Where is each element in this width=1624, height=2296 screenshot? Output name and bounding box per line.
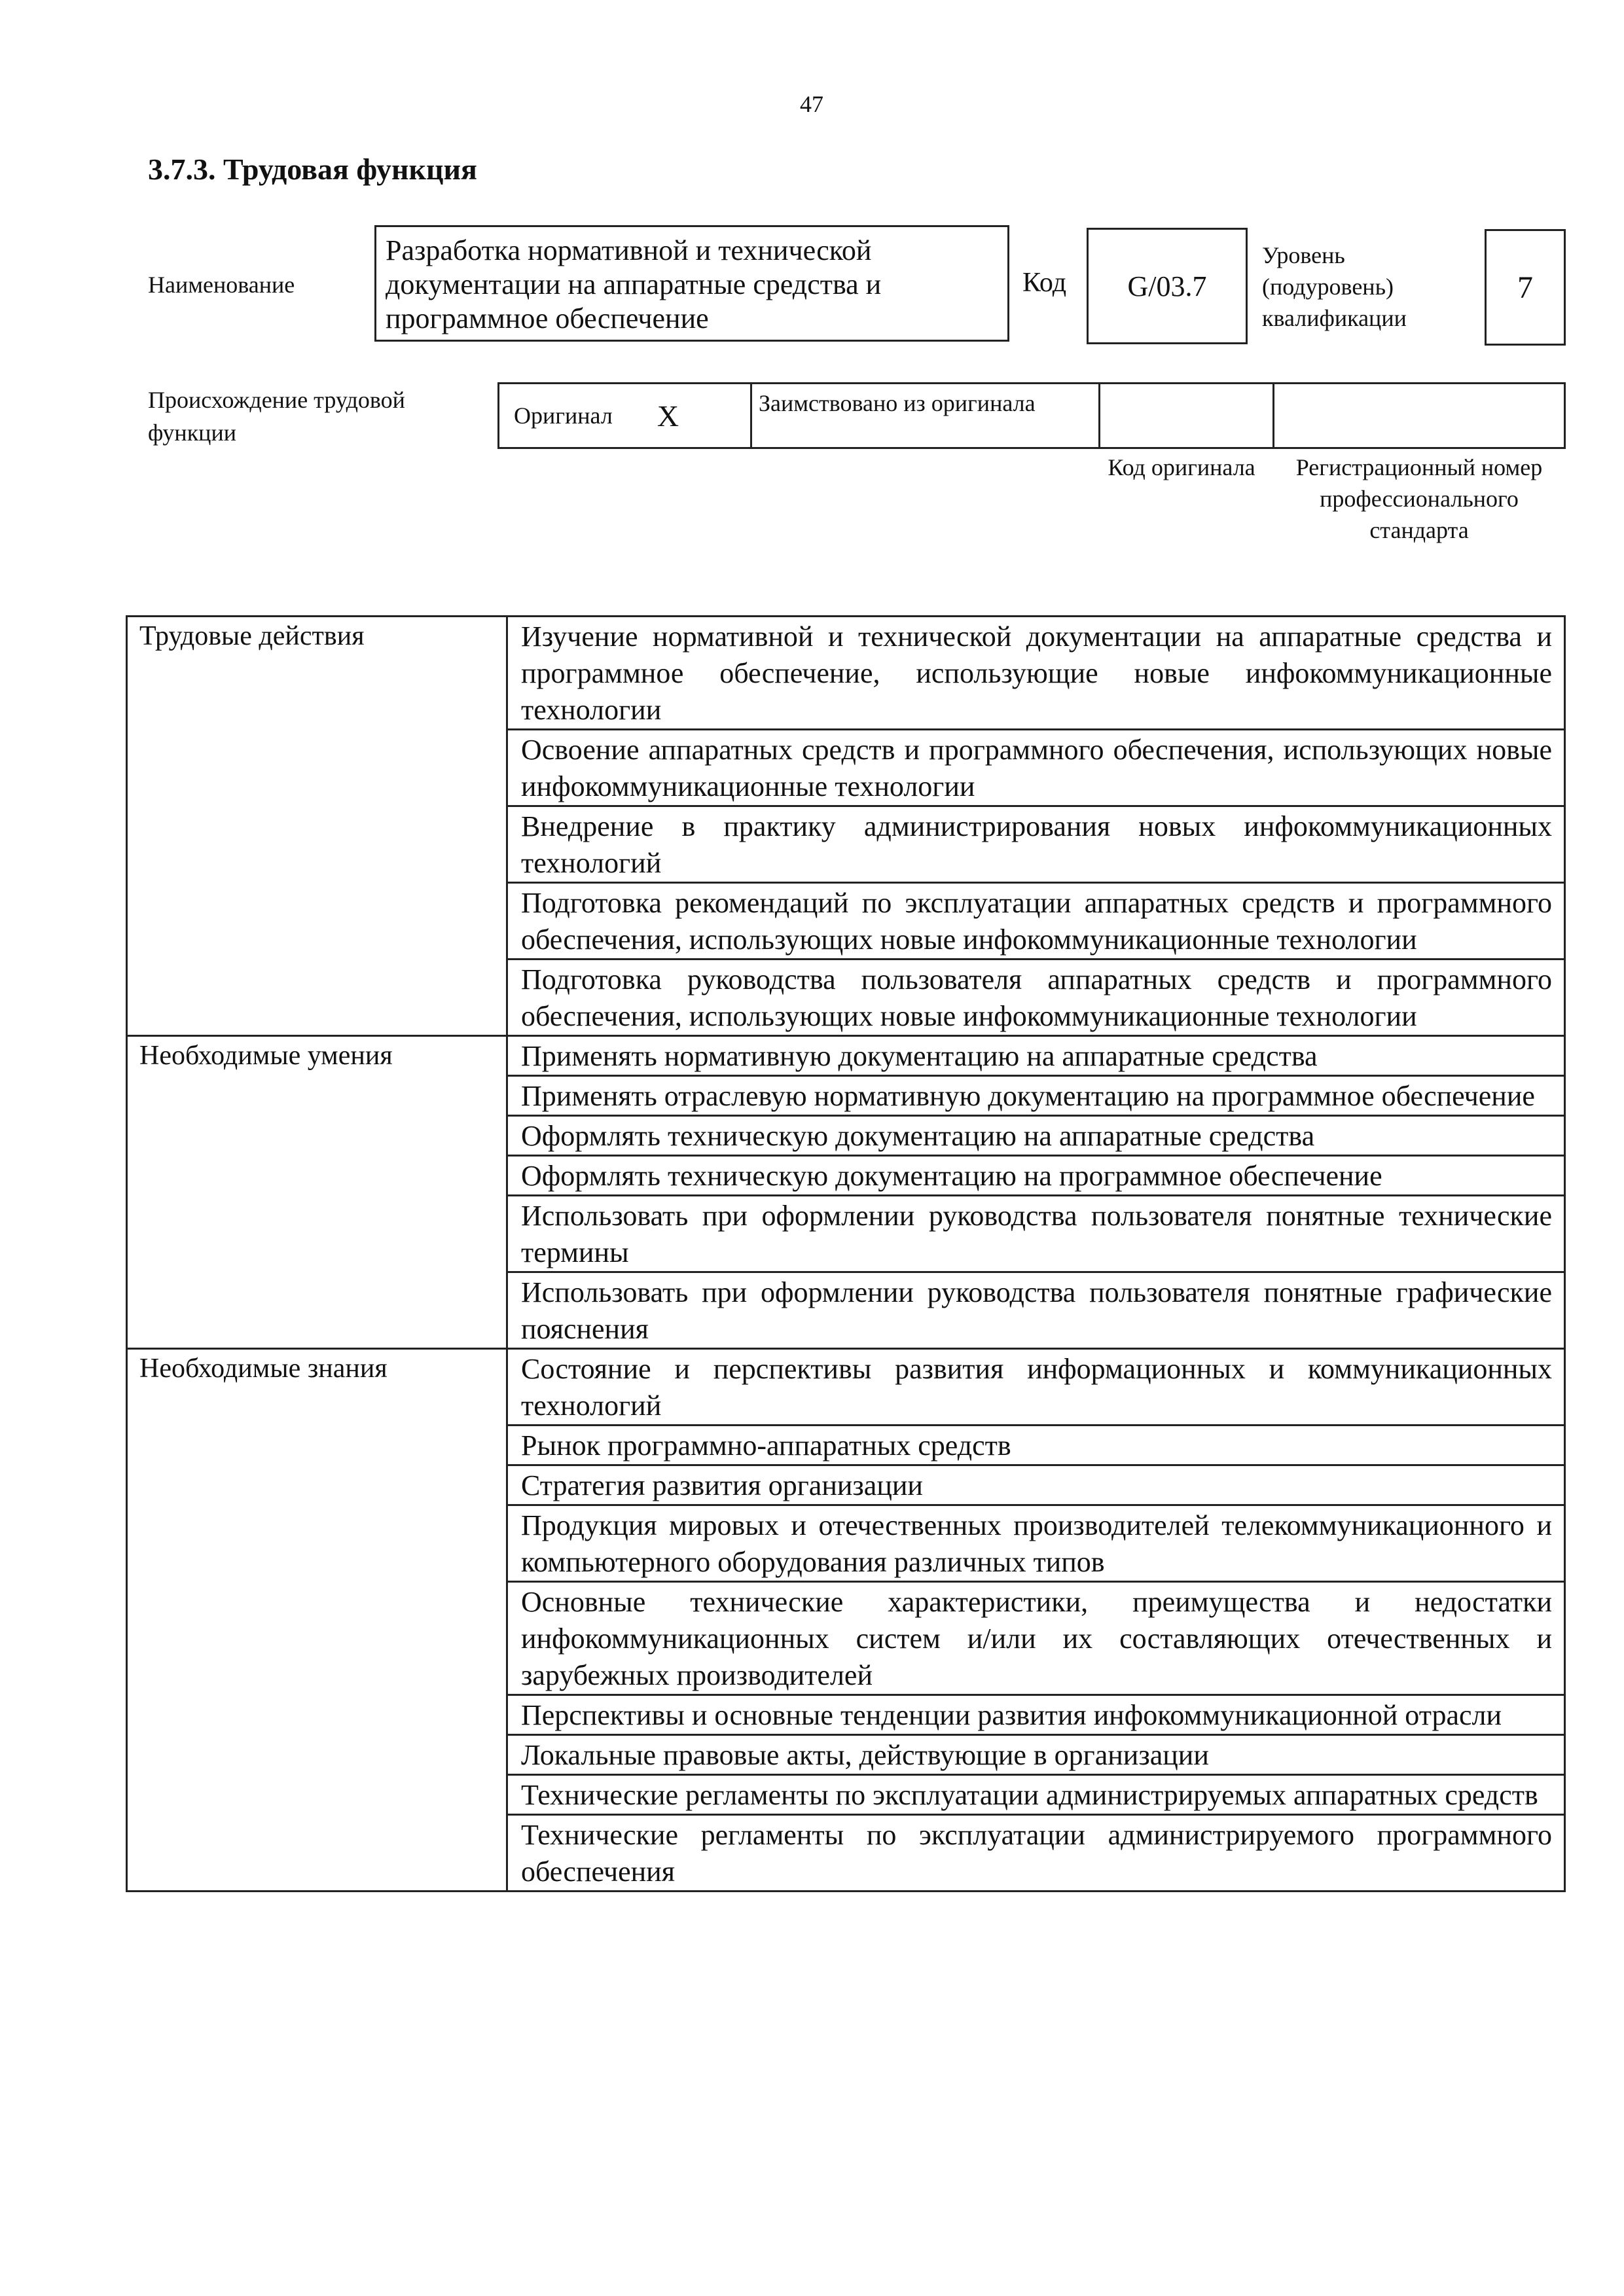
function-table [126,615,1566,1892]
section-item-cell: Локальные правовые акты, действующие в организации [507,1735,1565,1775]
section-item-cell: Продукция мировых и отечественных производителей телекоммуникационного и компьютерного оборудования различных типов [507,1505,1565,1582]
section-item-cell: Внедрение в практику администрирования новых инфокоммуникационных технологий [507,806,1565,883]
section-item-cell: Технические регламенты по эксплуатации администрируемых аппаратных средств [507,1775,1565,1815]
origin-table [497,382,1566,449]
origin-original-cell [499,384,752,447]
section-item-cell: Технические регламенты по эксплуатации администрируемого программного обеспечения [507,1815,1565,1892]
section-item-cell: Применять нормативную документацию на аппаратные средства [507,1036,1565,1076]
section-category-cell: Необходимые умения [127,1036,507,1349]
section-item-cell: Подготовка руководства пользователя аппаратных средств и программного обеспечения, использующих новые инфокоммуникационные технологии [507,960,1565,1036]
code-label: Код [1022,268,1067,298]
section-item-cell: Состояние и перспективы развития информационных и коммуникационных технологий [507,1349,1565,1426]
origin-original-label: Оригинал [514,403,613,429]
origin-label: Происхождение трудовой функции [148,387,405,446]
table-row [127,617,1565,730]
section-item-cell: Применять отраслевую нормативную документацию на программное обеспечение [507,1076,1565,1116]
level-value-box: 7 [1485,229,1566,346]
section-item-cell: Освоение аппаратных средств и программного обеспечения, использующих новые инфокоммуникационные технологии [507,730,1565,806]
section-item-cell: Перспективы и основные тенденции развития инфокоммуникационной отрасли [507,1695,1565,1735]
table-row [127,1036,1565,1076]
section-item-cell: Использовать при оформлении руководства пользователя понятные технические термины [507,1196,1565,1272]
table-row [127,1349,1565,1426]
section-title: 3.7.3. Трудовая функция [148,152,477,186]
section-item-cell: Стратегия развития организации [507,1465,1565,1505]
level-label [1262,240,1471,334]
section-category-cell: Необходимые знания [127,1349,507,1892]
origin-reg-cell [1274,384,1564,447]
origin-code-cell [1100,384,1274,447]
origin-reg-caption: Регистрационный номер профессионального стандарта [1295,454,1543,543]
section-item-cell: Рынок программно-аппаратных средств [507,1426,1565,1465]
name-label: Наименование [148,272,295,298]
section-item-cell: Оформлять техническую документацию на программное обеспечение [507,1156,1565,1196]
section-item-cell: Изучение нормативной и технической документации на аппаратные средства и программное обеспечение, использующие новые инфокоммуникационные технологии [507,617,1565,730]
section-item-cell: Оформлять техническую документацию на аппаратные средства [507,1116,1565,1156]
section-category-cell: Трудовые действия [127,617,507,1036]
level-label-text: Уровень (подуровень) квалификации [1262,242,1407,331]
section-item-cell: Использовать при оформлении руководства пользователя понятные графические пояснения [507,1272,1565,1349]
section-item-cell: Подготовка рекомендаций по эксплуатации аппаратных средств и программного обеспечения, использующих новые инфокоммуникационные технологии [507,883,1565,960]
origin-code-caption: Код оригинала [1108,454,1255,480]
page-number: 47 [800,91,823,117]
name-value-box: Разработка нормативной и технической документации на аппаратные средства и программное обеспечение [374,225,1009,342]
origin-original-mark: X [657,399,679,433]
origin-borrowed-cell: Заимствовано из оригинала [752,384,1100,447]
code-value-box: G/03.7 [1087,228,1248,344]
section-item-cell: Основные технические характеристики, преимущества и недостатки инфокоммуникационных систем и/или их составляющих отечественных и зарубежных производителей [507,1582,1565,1695]
